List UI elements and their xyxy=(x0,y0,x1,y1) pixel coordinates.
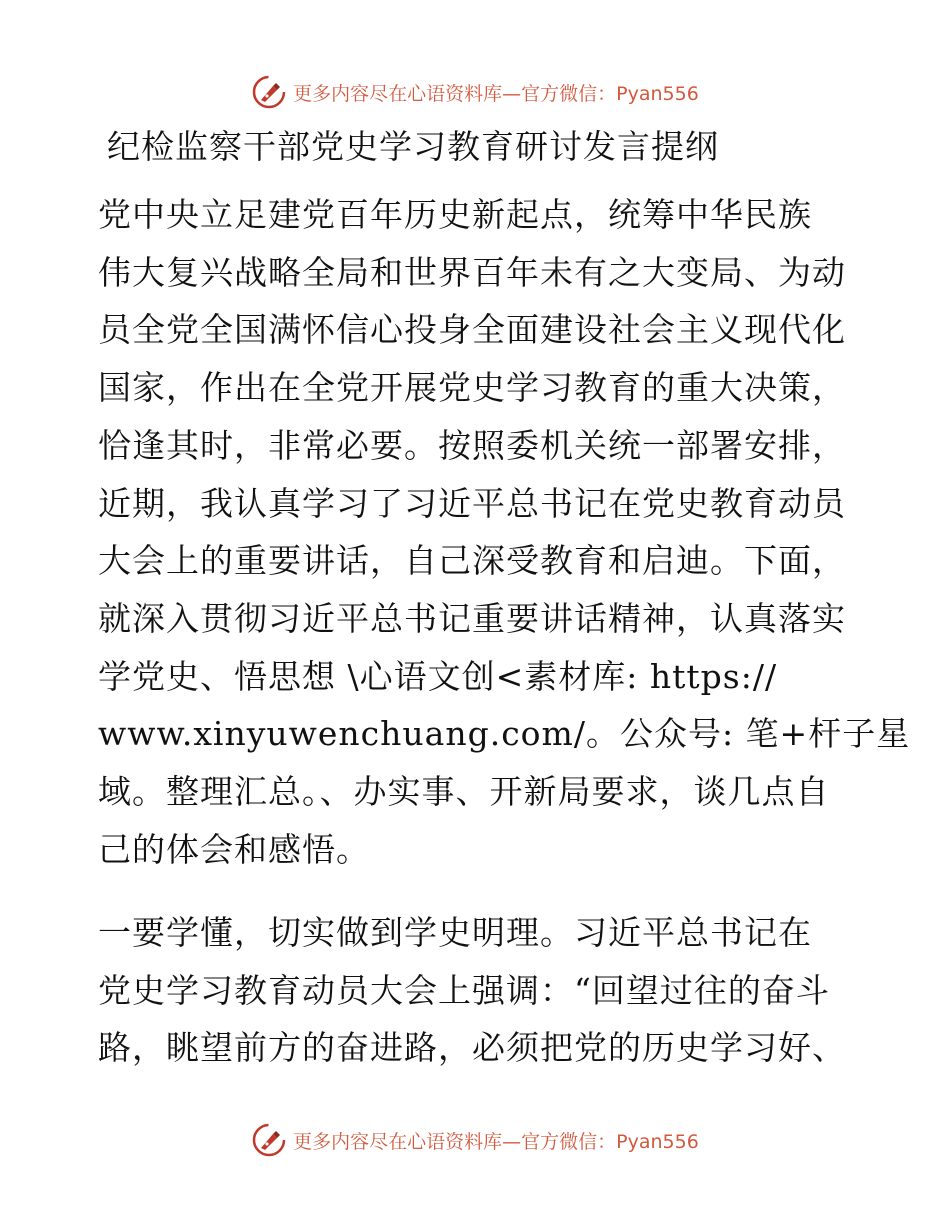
watermark-wechat-text: 官方微信：Pyan556 xyxy=(521,82,699,105)
watermark-separator: — xyxy=(502,82,522,105)
watermark-banner-bottom xyxy=(0,1118,950,1162)
paragraph-line: 一要学懂，切实做到学史明理。习近平总书记在 xyxy=(98,913,812,952)
paragraph-line: 路，眺望前方的奋进路，必须把党的历史学习好、 xyxy=(98,1028,846,1068)
paragraph-2 xyxy=(98,904,858,1077)
watermark-wechat-text: 官方微信：Pyan556 xyxy=(521,1130,699,1153)
paragraph-line: 学党史、悟思想 \心语文创<素材库: https:// xyxy=(98,656,778,696)
watermark-separator: — xyxy=(502,1130,522,1153)
paragraph-line: 域。整理汇总。、办实事、开新局要求，谈几点自 xyxy=(98,772,830,812)
paragraph-line: 近期，我认真学习了习近平总书记在党史教育动员 xyxy=(98,483,846,523)
paragraph-line: 大会上的重要讲话，自己深受教育和启迪。下面， xyxy=(98,541,846,581)
watermark-text xyxy=(293,1127,699,1154)
paragraph-line: www.xinyuwenchuang.com/。公众号: 笔+杆子星 xyxy=(98,714,911,754)
paragraph-line: 己的体会和感悟。 xyxy=(98,829,370,869)
paragraph-line: 党中央立足建党百年历史新起点，统筹中华民族 xyxy=(98,195,812,234)
watermark-site-text: 更多内容尽在心语资料库 xyxy=(293,82,503,105)
watermark-banner-top xyxy=(0,70,950,114)
paragraph-line: 伟大复兴战略全局和世界百年未有之大变局、为动 xyxy=(98,252,846,292)
pen-nib-logo-icon xyxy=(251,1122,287,1158)
paragraph-line: 就深入贯彻习近平总书记重要讲话精神，认真落实 xyxy=(98,598,846,638)
watermark-text xyxy=(293,79,699,106)
pen-nib-logo-icon xyxy=(251,74,287,110)
document-title: 纪检监察干部党史学习教育研讨发言提纲 xyxy=(107,127,719,166)
watermark-site-text: 更多内容尽在心语资料库 xyxy=(293,1130,503,1153)
paragraph-line: 恰逢其时，非常必要。按照委机关统一部署安排， xyxy=(98,425,846,465)
paragraph-line: 员全党全国满怀信心投身全面建设社会主义现代化 xyxy=(98,310,846,350)
paragraph-line: 党史学习教育动员大会上强调：“回望过往的奋斗 xyxy=(98,970,830,1010)
paragraph-1 xyxy=(98,186,911,878)
paragraph-line: 国家，作出在全党开展党史学习教育的重大决策， xyxy=(98,368,846,408)
